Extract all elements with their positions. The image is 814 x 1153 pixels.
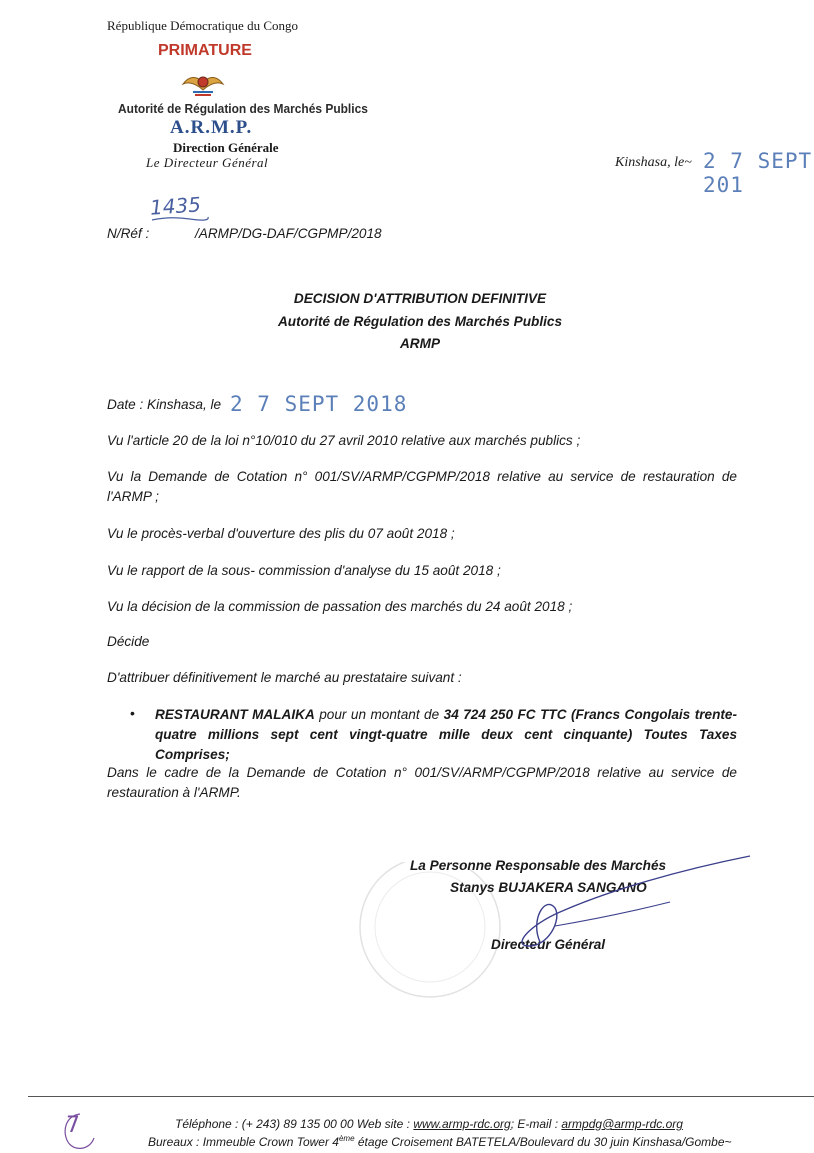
country-name: République Démocratique du Congo (107, 18, 298, 33)
date-stamp: 2 7 SEPT 2018 (230, 392, 408, 416)
document-acronym: ARMP (399, 336, 441, 351)
place-date-stamp: 2 7 SEPT 201 (703, 149, 813, 197)
place-date-prefix: Kinshasa, le~ (615, 155, 692, 170)
direction-label: Direction Générale (173, 140, 279, 155)
phone-label: Téléphone : (175, 1117, 239, 1131)
primature-label: PRIMATURE (158, 42, 252, 59)
document-title: DECISION D'ATTRIBUTION DEFINITIVE (293, 291, 547, 306)
signatory-title: Directeur Général (491, 937, 606, 952)
bullet-dot: • (130, 705, 135, 721)
director-title: Le Directeur Général (146, 155, 269, 170)
amount-connector: pour un montant de (314, 707, 444, 722)
margin-annotation: 7 (66, 1113, 80, 1138)
footer-address (148, 1134, 732, 1149)
address-superscript: ème (338, 1134, 355, 1143)
attribution-bullet (155, 705, 737, 765)
vu-proces-verbal: Vu le procès-verbal d'ouverture des plis du 07 août 2018 ; (107, 526, 455, 541)
handwritten-underline (150, 214, 210, 224)
margin-annotation-circle (60, 1110, 100, 1153)
address-prefix: Bureaux : Immeuble Crown Tower 4 (148, 1135, 339, 1149)
handwritten-signature (500, 850, 760, 960)
reference-label: N/Réf : (107, 226, 150, 241)
date-prefix: Date : Kinshasa, le (107, 397, 222, 412)
closing-paragraph: Dans le cadre de la Demande de Cotation n° 001/SV/ARMP/CGPMP/2018 relative au service de restauration à l'ARMP. (107, 765, 737, 800)
provider-name: RESTAURANT MALAIKA (155, 707, 315, 722)
attribution-intro: D'attribuer définitivement le marché au prestataire suivant : (107, 670, 462, 685)
vu-rapport: Vu le rapport de la sous- commission d'analyse du 15 août 2018 ; (107, 563, 501, 578)
decide-label: Décide (107, 634, 150, 649)
vu-decision-commission: Vu la décision de la commission de passation des marchés du 24 août 2018 ; (107, 599, 573, 614)
website-label: Web site : (356, 1117, 410, 1131)
website-link[interactable]: www.armp-rdc.org (413, 1117, 511, 1131)
reference-number-handwritten: 1435 (149, 192, 202, 220)
coat-of-arms-emblem (180, 70, 226, 98)
armp-acronym: A.R.M.P. (170, 117, 253, 138)
signatory-name: Stanys BUJAKERA SANGANO (450, 880, 647, 895)
document-subtitle: Autorité de Régulation des Marchés Publics (277, 314, 562, 329)
address-suffix: étage Croisement BATETELA/Boulevard du 30 juin Kinshasa/Gombe~ (354, 1135, 732, 1149)
email-link[interactable]: armpdg@armp-rdc.org (561, 1117, 683, 1131)
authority-name: Autorité de Régulation des Marchés Publics (118, 101, 368, 116)
reference-value: /ARMP/DG-DAF/CGPMP/2018 (195, 226, 382, 241)
signatory-role: La Personne Responsable des Marchés (410, 858, 667, 873)
vu-article-20: Vu l'article 20 de la loi n°10/010 du 27 avril 2010 relative aux marchés publics ; (107, 433, 581, 448)
vu-demande-cotation: Vu la Demande de Cotation n° 001/SV/ARMP/CGPMP/2018 relative au service de restauration de l'ARMP ; (107, 469, 737, 504)
contract-amount: 34 724 250 FC TTC (Francs Congolais trente-quatre millions sept cent vingt-quatre mille deux cent cinquante) Toutes Taxes Comprises; (155, 707, 737, 762)
footer-contact (175, 1117, 683, 1131)
email-label: ; E-mail : (510, 1117, 559, 1131)
footer-divider (28, 1096, 814, 1097)
phone-number: (+ 243) 89 135 00 00 (241, 1117, 354, 1131)
